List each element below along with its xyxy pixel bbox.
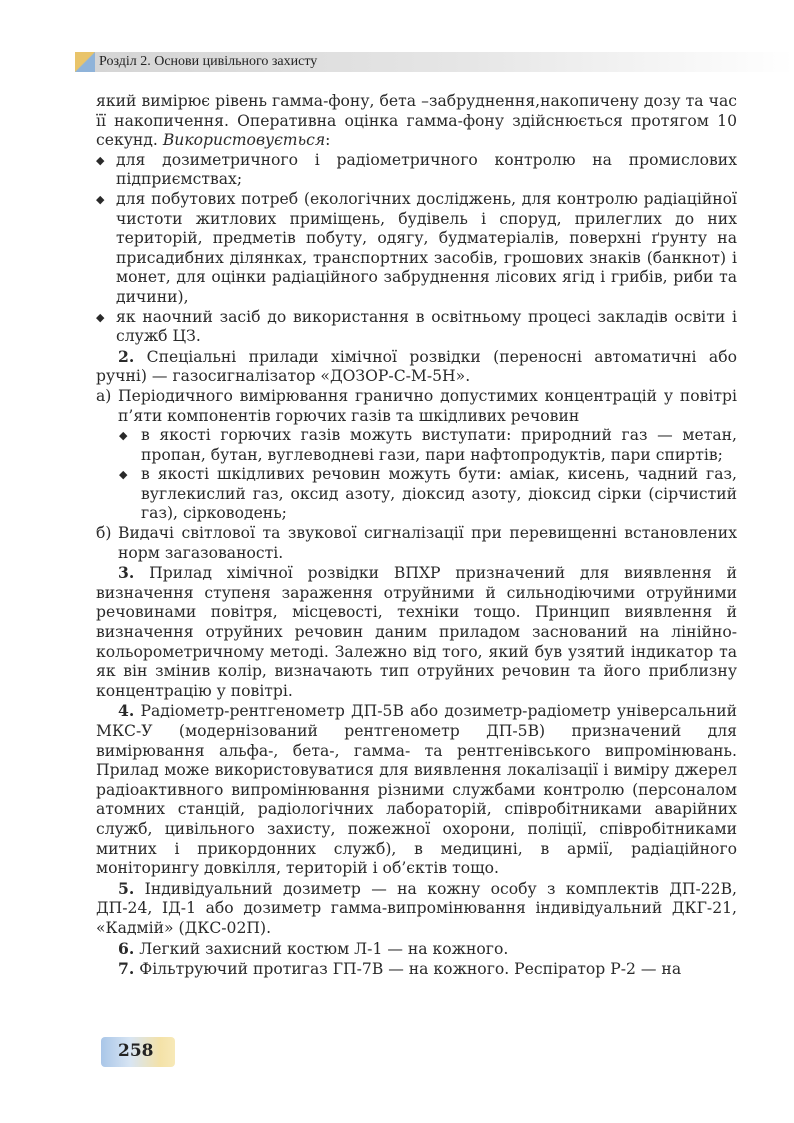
section-3 <box>96 563 737 701</box>
sub-bullet-item <box>96 426 737 465</box>
bullet-text: для дозиметричного і радіометричного контролю на промислових підприємствах; <box>116 150 737 189</box>
section-7 <box>96 959 737 980</box>
diamond-bullet-icon: ◆ <box>119 468 128 482</box>
list-item-a <box>96 387 737 426</box>
intro-text: який вимірює рівень гамма-фону, бета –забруднення,накопичену дозу та час її накопичення. Оперативна оцінка гамма-фону здійснюється протягом 10 секунд. <box>96 92 737 150</box>
list-item-b <box>96 524 737 563</box>
header-corner-mark <box>75 52 95 72</box>
diamond-bullet-icon: ◆ <box>119 429 128 443</box>
page-number: 258 <box>118 1041 154 1061</box>
page-number-badge <box>101 1037 175 1067</box>
section-number: 2. <box>118 346 135 366</box>
diamond-bullet-icon: ◆ <box>96 310 105 324</box>
bullet-item <box>96 151 737 190</box>
section-5 <box>96 879 737 939</box>
bullet-text: в якості шкідливих речовин можуть бути: аміак, кисень, чадний газ, вуглекислий газ, оксид азоту, діоксид азоту, діоксид сірки (сірчистий газ), сірководень; <box>141 465 737 523</box>
list-marker: а) <box>96 386 112 405</box>
page-body <box>96 92 737 980</box>
paragraph-intro: який вимірює рівень гамма-фону, бета –забруднення,накопичену дозу та час її накопичення. Оперативна оцінка гамма-фону здійснюється протягом 10 секунд. Використовується: <box>96 92 737 150</box>
intro-emphasis: Використовується <box>162 131 326 150</box>
diamond-bullet-icon: ◆ <box>96 153 105 167</box>
section-4 <box>96 701 737 878</box>
chapter-title: Розділ 2. Основи цивільного захисту <box>99 54 318 69</box>
bullet-item <box>96 190 737 308</box>
section-6 <box>96 939 737 960</box>
bullet-item <box>96 308 737 347</box>
diamond-bullet-icon: ◆ <box>96 192 105 206</box>
section-number: 3. <box>118 563 135 583</box>
chapter-header <box>75 52 794 72</box>
section-text: Прилад хімічної розвідки ВПХР призначений для виявлення й визначення ступеня зараження отруйними й сильнодіючими отруйними речовинами повітря, місцевості, техніки тощо. Принцип виявлення й визначення отруйних речовин даним приладом заснований на лінійно-кольорометричному методі. Залежно від того, який був узятий індикатор та як він змінив колір, визначають тип отруйних речовин та його приблизну концентрацію у повітрі. <box>96 564 737 700</box>
section-text: Індивідуальний дозиметр — на кожну особу з комплектів ДП-22В, ДП-24, ІД-1 або дозиметр гамма-випромінювання індивідуальний ДКГ-21, «Кадмій» (ДКС-02П). <box>96 879 737 937</box>
section-text: Легкий захисний костюм Л-1 — на кожного. <box>139 939 509 958</box>
bullet-text: як наочний засіб до використання в освітньому процесі закладів освіти і служб ЦЗ. <box>116 307 737 346</box>
section-number: 7. <box>118 959 135 979</box>
list-text: Видачі світлової та звукової сигналізації при перевищенні встановлених норм загазованості. <box>118 524 737 562</box>
bullet-text: в якості горючих газів можуть виступати: природний газ — метан, пропан, бутан, вуглеводневі гази, пари нафтопродуктів, пари спиртів; <box>141 426 737 464</box>
section-number: 4. <box>118 701 135 721</box>
bullet-text: для побутових потреб (екологічних досліджень, для контролю радіаційної чистоти житлових приміщень, будівель і споруд, прилеглих до них територій, предметів побуту, одягу, будматеріалів, поверхні ґрунту на присадибних ділянках, транспортних засобів, грошових знаків (банкнот) і монет, для оцінки радіаційного забруднення лісових ягід і грибів, риби та дичини), <box>116 189 737 306</box>
section-text: Спеціальні прилади хімічної розвідки (переносні автоматичні або ручні) — газосигналізатор «ДОЗОР-С-М-5Н». <box>96 347 737 386</box>
list-marker: б) <box>96 524 112 543</box>
sub-bullet-item <box>96 465 737 524</box>
section-text: Фільтруючий протигаз ГП-7В — на кожного. Респіратор Р-2 — на <box>139 960 682 979</box>
section-text: Радіометр-рентгенометр ДП-5В або дозиметр-радіометр універсальний МКС-У (модернізований рентгенометр ДП-5В) призначений для вимірювання альфа-, бета-, гамма- та рентгенівського випромінювань. Прилад може використовуватися для виявлення локалізації і виміру джерел радіоактивного випромінювання різними службами контролю (персоналом атомних станцій, радіологічних лабораторій, співробітниками аварійних служб, цивільного захисту, пожежної охорони, поліції, співробітниками митних і прикордонних служб), в медицині, в армії, радіаційного моніторингу довкілля, територій і об’єктів тощо. <box>96 702 737 878</box>
section-number: 5. <box>118 878 135 898</box>
list-text: Періодичного вимірювання гранично допустимих концентрацій у повітрі п’яти компонентів горючих газів та шкідливих речовин <box>118 386 737 425</box>
section-2 <box>96 347 737 387</box>
section-number: 6. <box>118 938 135 958</box>
